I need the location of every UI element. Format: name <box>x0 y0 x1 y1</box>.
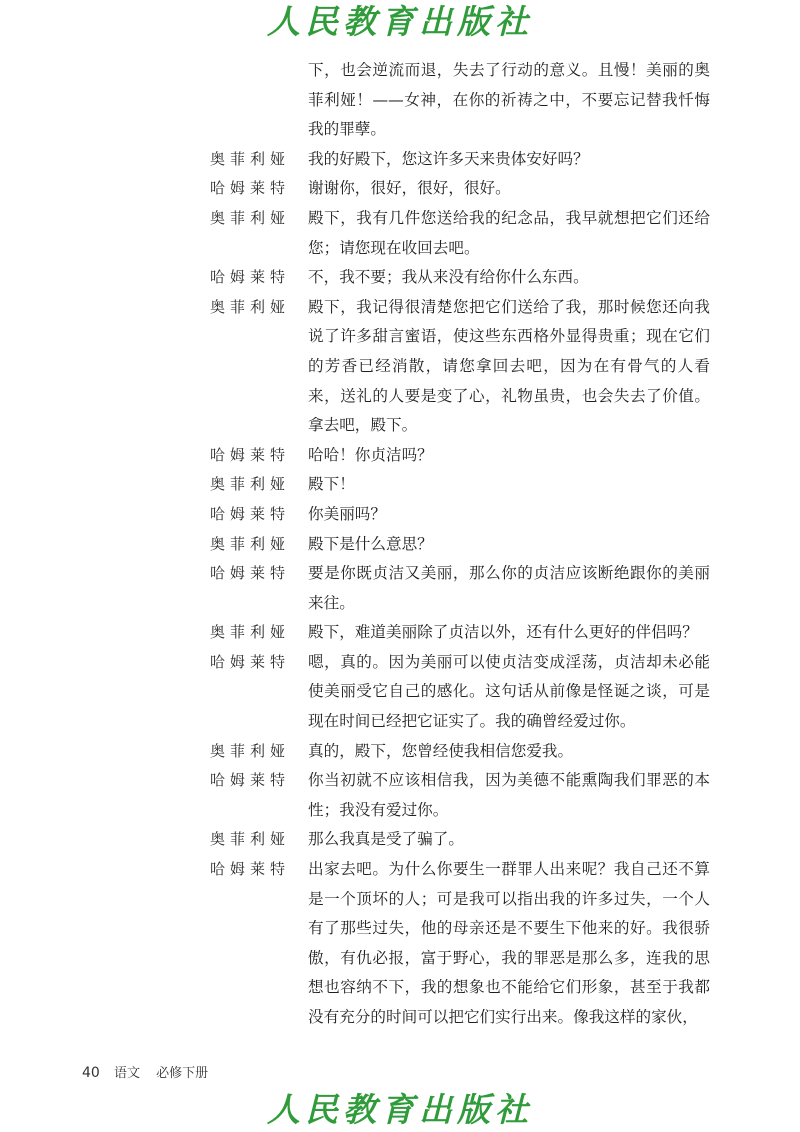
script-line <box>210 470 710 500</box>
script-line <box>210 737 710 767</box>
script-line <box>210 500 710 530</box>
speaker-name: 奥菲利娅 <box>210 149 291 168</box>
script-line <box>210 263 710 293</box>
speaker-name: 奥菲利娅 <box>210 534 291 553</box>
script-line <box>210 56 710 145</box>
volume-label: 必修下册 <box>156 1066 209 1081</box>
script-line <box>210 145 710 175</box>
dialogue-text: 你当初就不应该相信我，因为美德不能熏陶我们罪恶的本性；我没有爱过你。 <box>308 771 710 819</box>
dialogue-text: 殿下！ <box>308 475 355 494</box>
speaker-name: 哈姆莱特 <box>210 268 291 287</box>
dialogue-text: 哈哈！你贞洁吗？ <box>308 445 433 464</box>
publisher-logo-footer: 人民教育出版社 <box>267 1090 533 1129</box>
script-line <box>210 293 710 441</box>
dialogue-text: 我的好殿下，您这许多天来贵体安好吗？ <box>308 149 589 168</box>
dialogue-text: 出家去吧。为什么你要生一群罪人出来呢？我自己还不算是一个顶坏的人；可是我可以指出我的许多过失，一个人有了那些过失，他的母亲还是不要生下他来的好。我很骄傲，有仇必报，富于野心，我的罪恶是那么多，连我的思想也容纳不下，我的想象也不能给它们形象，甚至于我都没有充分的时间可以把它们实行出来。像我这样的家伙， <box>308 860 710 1026</box>
dialogue-text: 那么我真是受了骗了。 <box>308 830 464 849</box>
dialogue-text: 殿下，我有几件您送给我的纪念品，我早就想把它们还给您；请您现在收回去吧。 <box>308 208 710 257</box>
dialogue-text: 嗯，真的。因为美丽可以使贞洁变成淫荡，贞洁却未必能使美丽受它自己的感化。这句话从前像是怪诞之谈，可是现在时间已经把它证实了。我的确曾经爱过你。 <box>308 652 710 731</box>
dialogue-text: 不，我不要；我从来没有给你什么东西。 <box>308 268 589 287</box>
dialogue-text: 谢谢你，很好，很好，很好。 <box>308 179 511 198</box>
script-line <box>210 648 710 737</box>
speaker-name: 奥菲利娅 <box>210 623 291 642</box>
script-line <box>210 530 710 560</box>
speaker-name: 哈姆莱特 <box>210 564 291 583</box>
dialogue-text: 殿下，我记得很清楚您把它们送给了我，那时候您还向我说了许多甜言蜜语，使这些东西格外显得贵重；现在它们的芳香已经消散，请您拿回去吧，因为在有骨气的人看来，送礼的人要是变了心，礼物虽贵，也会失去了价值。拿去吧，殿下。 <box>308 297 710 435</box>
script-line <box>210 825 710 855</box>
dialogue-text: 殿下，难道美丽除了贞洁以外，还有什么更好的伴侣吗？ <box>308 623 698 642</box>
script-body <box>210 56 710 1033</box>
script-line <box>210 174 710 204</box>
speaker-name: 哈姆莱特 <box>210 771 291 790</box>
script-line <box>210 855 710 1033</box>
speaker-name: 哈姆莱特 <box>210 445 291 464</box>
speaker-name: 哈姆莱特 <box>210 860 291 879</box>
page-number: 40 <box>82 1065 100 1081</box>
speaker-name: 奥菲利娅 <box>210 830 291 849</box>
speaker-name: 哈姆莱特 <box>210 179 291 198</box>
dialogue-text: 真的，殿下，您曾经使我相信您爱我。 <box>308 741 574 760</box>
script-line <box>210 618 710 648</box>
script-line <box>210 204 710 263</box>
speaker-name: 哈姆莱特 <box>210 652 291 671</box>
book-title: 语文 <box>113 1066 140 1081</box>
dialogue-text: 要是你既贞洁又美丽，那么你的贞洁应该断绝跟你的美丽来往。 <box>308 564 710 612</box>
speaker-name: 奥菲利娅 <box>210 208 291 227</box>
script-line <box>210 766 710 825</box>
publisher-logo-header: 人民教育出版社 <box>267 2 533 41</box>
speaker-name: 哈姆莱特 <box>210 504 291 523</box>
dialogue-text: 下，也会逆流而退，失去了行动的意义。且慢！美丽的奥菲利娅！——女神，在你的祈祷之中，不要忘记替我忏悔我的罪孽。 <box>308 61 710 139</box>
dialogue-text: 你美丽吗？ <box>308 504 386 523</box>
speaker-name: 奥菲利娅 <box>210 475 291 494</box>
dialogue-text: 殿下是什么意思？ <box>308 534 433 553</box>
speaker-name: 奥菲利娅 <box>210 297 291 316</box>
page-footer <box>82 1062 208 1081</box>
script-line <box>210 441 710 471</box>
speaker-name: 奥菲利娅 <box>210 741 291 760</box>
script-line <box>210 559 710 618</box>
